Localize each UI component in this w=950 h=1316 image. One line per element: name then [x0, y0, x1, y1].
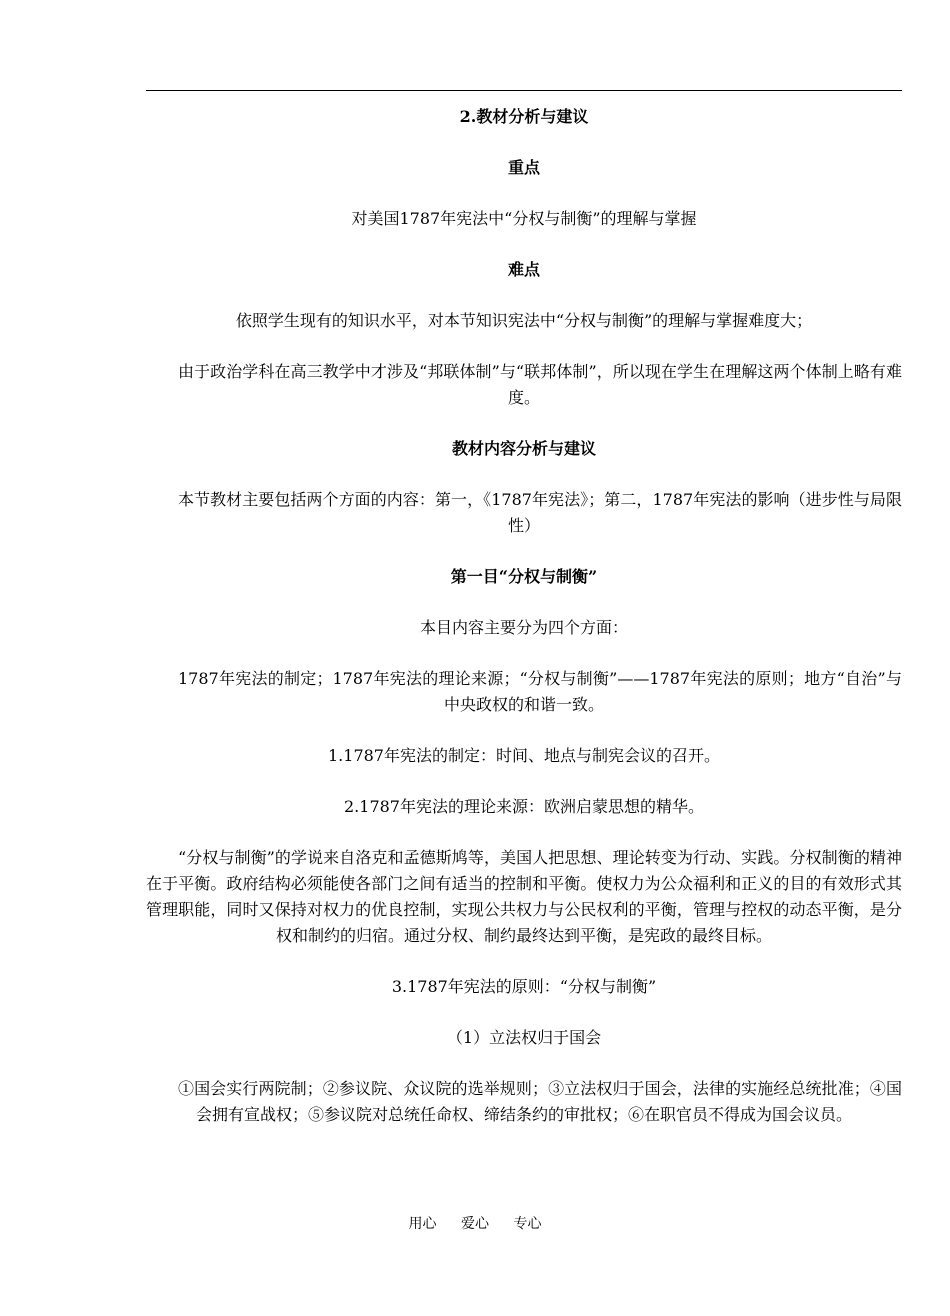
point-1: 1.1787年宪法的制定：时间、地点与制宪会议的召开。: [328, 746, 720, 765]
section1-intro: 本目内容主要分为四个方面：: [419, 618, 628, 637]
point-3: 3.1787年宪法的原则：“分权与制衡”: [391, 977, 657, 996]
section1-title: 第一目“分权与制衡”: [450, 567, 598, 586]
point-2: 2.1787年宪法的理论来源：欧洲启蒙思想的精华。: [344, 797, 704, 816]
page-footer: [0, 1213, 950, 1233]
analysis-title: 教材内容分析与建议: [451, 439, 596, 458]
footer-word: 爱心: [461, 1216, 489, 1232]
header-rule: [146, 90, 902, 91]
section1-aspects: 1787年宪法的制定；1787年宪法的理论来源；“分权与制衡”——1787年宪法的原则；地方“自治”与中央政权的和谐一致。: [178, 669, 902, 714]
subpoint-1: （1）立法权归于国会: [446, 1028, 602, 1047]
key-points-text: 对美国1787年宪法中“分权与制衡”的理解与掌握: [351, 209, 697, 228]
document-body: [146, 104, 902, 1128]
footer-word: 用心: [408, 1216, 437, 1232]
section-heading: 2.教材分析与建议: [459, 107, 589, 126]
analysis-text: 本节教材主要包括两个方面的内容：第一，《1787年宪法》；第二，1787年宪法的影响（进步性与局限性）: [178, 490, 902, 535]
subpoint-1-text: ①国会实行两院制；②参议院、众议院的选举规则；③立法权归于国会，法律的实施经总统批准；④国会拥有宣战权；⑤参议院对总统任命权、缔结条约的审批权；⑥在职官员不得成为国会议员。: [178, 1079, 902, 1124]
difficulties-title: 难点: [507, 260, 540, 279]
difficulty-item: 依照学生现有的知识水平，对本节知识宪法中“分权与制衡”的理解与掌握难度大；: [235, 311, 813, 330]
difficulty-item: 由于政治学科在高三教学中才涉及“邦联体制”与“联邦体制”，所以现在学生在理解这两个体制上略有难度。: [178, 362, 902, 407]
key-points-title: 重点: [507, 158, 540, 177]
separation-paragraph: “分权与制衡”的学说来自洛克和孟德斯鸠等，美国人把思想、理论转变为行动、实践。分权制衡的精神在于平衡。政府结构必须能使各部门之间有适当的控制和平衡。使权力为公众福利和正义的目的有效形式其管理职能，同时又保持对权力的优良控制，实现公共权力与公民权利的平衡，管理与控权的动态平衡，是分权和制约的归宿。通过分权、制约最终达到平衡，是宪政的最终目标。: [146, 848, 902, 945]
footer-word: 专心: [513, 1216, 542, 1232]
